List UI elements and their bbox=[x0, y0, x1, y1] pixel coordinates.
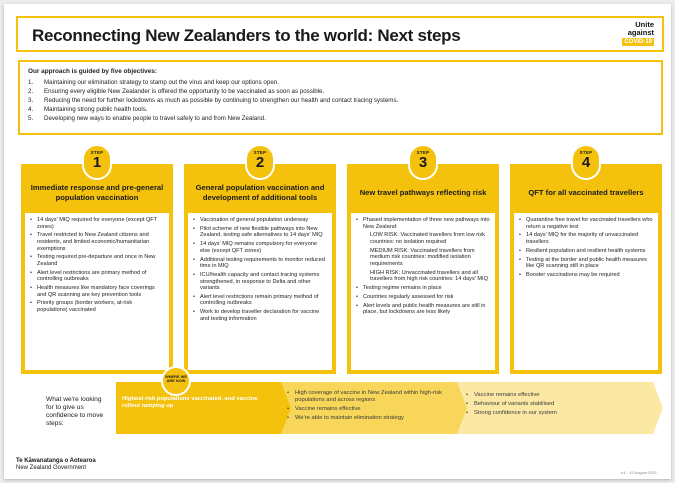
document-sheet bbox=[4, 4, 671, 479]
where-we-are-now-marker: WHERE WE ARE NOW bbox=[161, 366, 191, 396]
list-item: • Countries regularly assessed for risk bbox=[356, 294, 490, 301]
step-3-heading: New travel pathways reflecting risk bbox=[359, 188, 487, 197]
step-4-heading: QFT for all vaccinated travellers bbox=[528, 188, 644, 197]
objective-item: 2. Ensuring every eligible New Zealander is offered the opportunity to be vaccinated as soon as possible. bbox=[28, 88, 325, 95]
list-item: • Vaccine remains effective bbox=[466, 392, 646, 399]
confidence-stage-1-text: Highest risk populations vaccinated, and vaccine rollout ramping up bbox=[122, 396, 258, 410]
confidence-stage-3-list bbox=[466, 392, 646, 419]
step-3-body bbox=[351, 213, 495, 370]
nz-government-logo: Te Kāwanatanga o Aotearoa New Zealand Government bbox=[16, 458, 96, 471]
step-2-heading: General population vaccination and development of additional tools bbox=[195, 183, 325, 202]
list-item: • Work to develop traveller declaration for vaccine and testing information bbox=[193, 309, 327, 322]
list-item: • Testing regime remains in place bbox=[356, 285, 490, 292]
list-item: • Behaviour of variants stabilised bbox=[466, 401, 646, 408]
confidence-stage-2-list bbox=[287, 390, 452, 424]
step-4-panel bbox=[510, 164, 662, 374]
list-item: • Alert level restrictions remain primary method of controlling outbreaks bbox=[193, 294, 327, 307]
list-item: • Phased implementation of three new pathways into New Zealand: bbox=[356, 217, 490, 230]
list-item: • Testing required pre-departure and once in New Zealand bbox=[30, 254, 164, 267]
objectives-box bbox=[18, 60, 663, 135]
list-item: MEDIUM RISK: Vaccinated travellers from medium risk countries: modified isolation requirements bbox=[370, 247, 475, 267]
step-4-badge: STEP 4 bbox=[571, 144, 601, 180]
list-item: • Health measures like mandatory face coverings and QR scanning are key prevention tools bbox=[30, 285, 164, 298]
objective-item: 1. Maintaining our elimination strategy to stamp out the virus and keep our options open. bbox=[28, 79, 279, 86]
step-3-badge: STEP 3 bbox=[408, 144, 438, 180]
step-2-body bbox=[188, 213, 332, 370]
list-item: • Testing at the border and public health measures like QR scanning still in place bbox=[519, 257, 653, 270]
list-item: • Vaccination of general population underway bbox=[193, 217, 327, 224]
step-1-body bbox=[25, 213, 169, 370]
step-1-badge: STEP 1 bbox=[82, 144, 112, 180]
list-item: • 14 days' MIQ for the majority of unvaccinated travellers bbox=[519, 232, 653, 245]
objectives-intro: Our approach is guided by five objectives: bbox=[28, 68, 157, 75]
list-item: • Resilient population and resilient health systems bbox=[519, 248, 653, 255]
list-item: • Travel restricted to New Zealand citizens and residents, and limited economic/humanitarian exemptions bbox=[30, 232, 164, 252]
step-2-panel bbox=[184, 164, 336, 374]
list-item: • We're able to maintain elimination strategy bbox=[287, 415, 452, 422]
list-item: • Alert level restrictions are primary method of controlling outbreaks bbox=[30, 270, 164, 283]
list-item: HIGH RISK: Unvaccinated travellers and all travellers from high risk countries: 14 days' MIQ bbox=[370, 269, 488, 283]
list-item: • 14 days' MIQ remains compulsory for everyone else (except QFT zones) bbox=[193, 241, 327, 254]
confidence-label: What we're looking for to give us confidence to move steps: bbox=[46, 396, 104, 427]
list-item: • Priority groups (border workers, at-risk populations) vaccinated bbox=[30, 300, 164, 313]
objective-item: 5. Developing new ways to enable people to travel safely to and from New Zealand. bbox=[28, 115, 266, 122]
page-title: Reconnecting New Zealanders to the world: Next steps bbox=[32, 26, 461, 45]
step-1-panel bbox=[21, 164, 173, 374]
step-2-badge: STEP 2 bbox=[245, 144, 275, 180]
objective-item: 4. Maintaining strong public health tools. bbox=[28, 106, 148, 113]
list-item: • Pilot scheme of new flexible pathways into New Zealand, testing safe alternatives to 14 days' MIQ bbox=[193, 226, 327, 239]
list-item: • Booster vaccinations may be required bbox=[519, 272, 653, 279]
step-4-body bbox=[514, 213, 658, 370]
objectives-list bbox=[28, 78, 653, 123]
list-item: • Alert levels and public health measures are still in place, but lockdowns are less likely bbox=[356, 303, 490, 316]
objective-item: 3. Reducing the need for further lockdowns as much as possible by continuing to strengthen our health and contact tracing systems. bbox=[28, 97, 399, 104]
footer-date: v.4 · 12 August 2021 bbox=[620, 470, 657, 475]
list-item: • Additional testing requirements to monitor reduced time in MIQ bbox=[193, 257, 327, 270]
list-item: • ICU/health capacity and contact tracing systems strengthened, in response to Delta and other variants bbox=[193, 272, 327, 292]
unite-against-covid-logo: Unite against COVID-19 bbox=[624, 20, 654, 45]
band-arrow-3 bbox=[653, 382, 663, 434]
list-item: • Vaccine remains effective bbox=[287, 406, 452, 413]
list-item: • Quarantine free travel for vaccinated travellers who return a negative test bbox=[519, 217, 653, 230]
list-item: • High coverage of vaccine in New Zealand within high-risk populations and across regions bbox=[287, 390, 452, 404]
list-item: • Strong confidence in our system bbox=[466, 410, 646, 417]
list-item: • 14 days' MIQ required for everyone (except QFT zones) bbox=[30, 217, 164, 230]
step-1-heading: Immediate response and pre-general population vaccination bbox=[30, 183, 164, 202]
list-item: LOW RISK: Vaccinated travellers from low risk countries: no isolation required bbox=[370, 232, 485, 245]
title-banner bbox=[16, 16, 664, 52]
step-3-panel bbox=[347, 164, 499, 374]
